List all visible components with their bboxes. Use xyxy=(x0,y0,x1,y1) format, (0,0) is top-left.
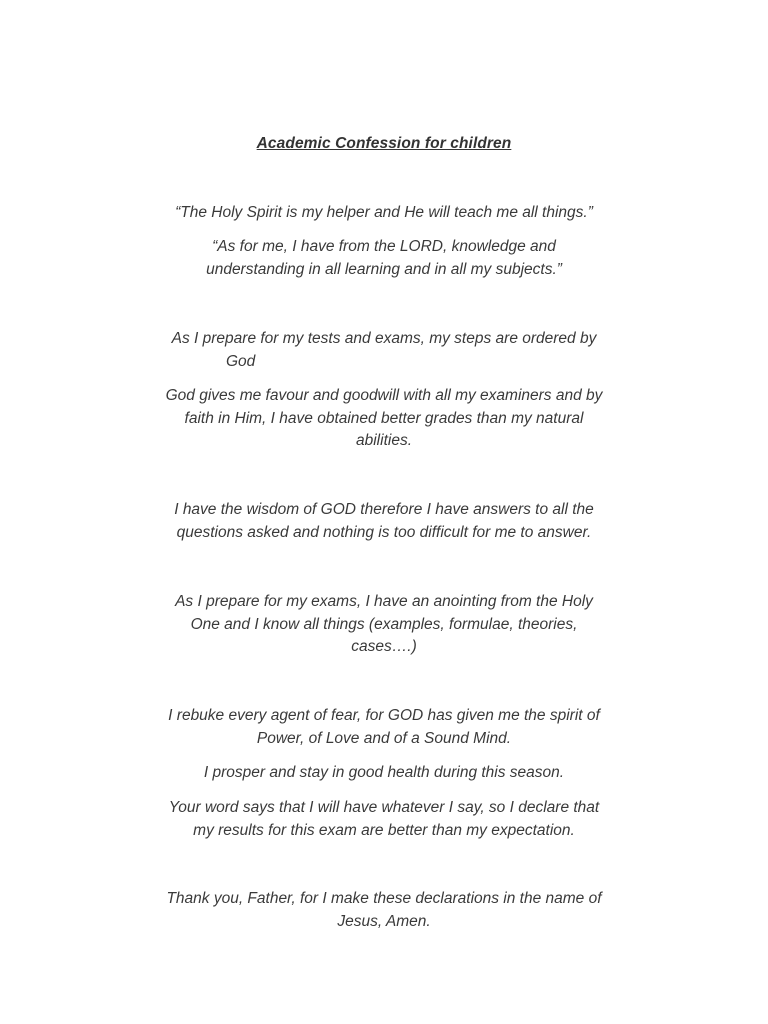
paragraph-prosper-health: I prosper and stay in good health during this season. xyxy=(203,764,565,781)
paragraph-rebuke-fear: I rebuke every agent of fear, for GOD has given me the spirit of Power, of Love and of a Sound Mind. xyxy=(168,707,600,747)
document-title: Academic Confession for children xyxy=(256,135,512,152)
paragraph-knowledge-understanding: “As for me, I have from the LORD, knowledge and understanding in all learning and in all my subjects.” xyxy=(206,238,562,278)
paragraph-wisdom-of-god: I have the wisdom of GOD therefore I have answers to all the questions asked and nothing is too difficult for me to answer. xyxy=(174,501,594,541)
paragraph-tests-exams-steps: As I prepare for my tests and exams, my steps are ordered by xyxy=(171,330,597,347)
paragraph-thank-you-father: Thank you, Father, for I make these declarations in the name of Jesus, Amen. xyxy=(166,890,602,930)
paragraph-word-declare: Your word says that I will have whatever I say, so I declare that my results for this exam are better than my expectation. xyxy=(168,799,600,839)
paragraph-god-continuation: God xyxy=(226,353,256,370)
paragraph-favour-goodwill: God gives me favour and goodwill with all my examiners and by faith in Him, I have obtained better grades than my natural abilities. xyxy=(165,387,603,449)
paragraph-anointing: As I prepare for my exams, I have an anointing from the Holy One and I know all things (examples, formulae, theories, cases….) xyxy=(175,593,593,655)
paragraph-holy-spirit-helper: “The Holy Spirit is my helper and He will teach me all things.” xyxy=(175,204,593,221)
